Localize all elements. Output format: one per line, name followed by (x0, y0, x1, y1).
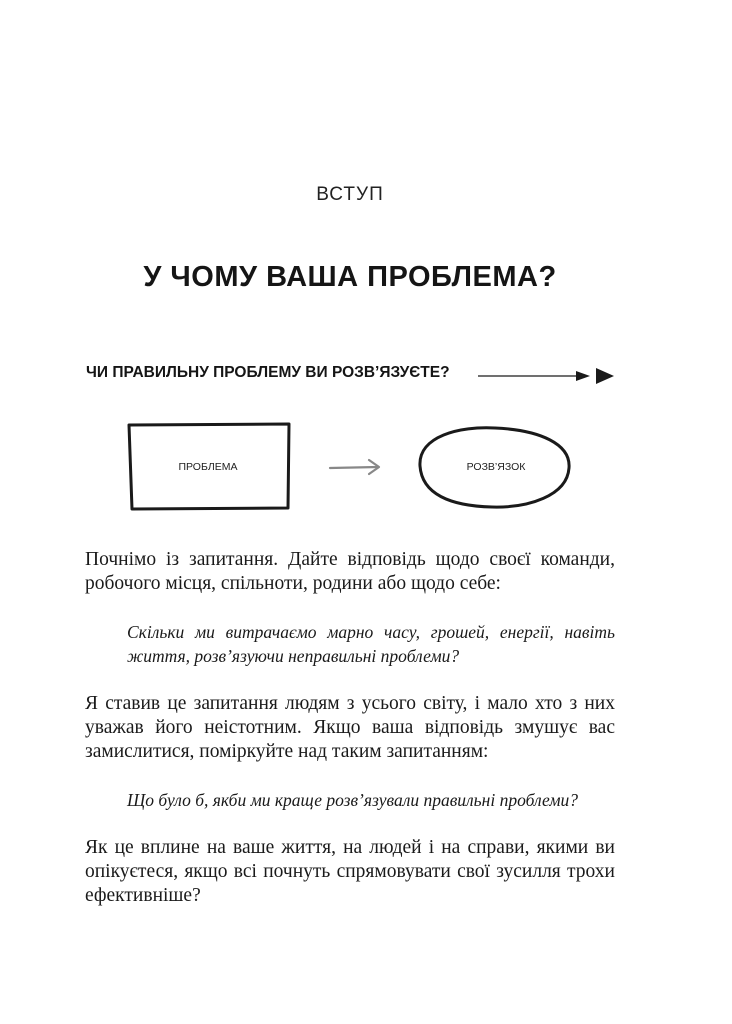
quote-question-2: Що було б, якби ми краще розв’язували правильні проблеми? (127, 790, 579, 810)
solution-oval (420, 428, 569, 507)
paragraph-intro: Почнімо із запитання. Дайте відповідь щодо своєї команди, робочого місця, спільноти, родини або щодо себе: (85, 549, 615, 594)
problem-solution-diagram (120, 418, 590, 518)
paragraph-impact: Як це вплине на ваше життя, на людей і на справи, якими ви опікуєтеся, якщо всі почнуть спрямовувати свої зусилля трохи ефективніше? (85, 837, 615, 906)
chapter-label: ВСТУП (316, 184, 384, 205)
section-heading: ЧИ ПРАВИЛЬНУ ПРОБЛЕМУ ВИ РОЗВ’ЯЗУЄТЕ? (86, 364, 450, 381)
quote-question-1: Скільки ми витрачаємо марно часу, грошей, енергії, навіть життя, розв’язуючи неправильні проблеми? (127, 622, 615, 666)
solution-label: РОЗВ’ЯЗОК (466, 461, 526, 473)
chapter-title: У ЧОМУ ВАША ПРОБЛЕМА? (143, 261, 557, 293)
heading-arrow-icon (478, 366, 618, 388)
problem-label: ПРОБЛЕМА (178, 461, 238, 473)
diagram-arrow-icon (330, 460, 379, 474)
problem-box (129, 424, 289, 509)
paragraph-reflection: Я ставив це запитання людям з усього світу, і мало хто з них уважав його неістотним. Якщо ваша відповідь змушує вас замислитися, поміркуйте над таким запитанням: (85, 693, 615, 762)
